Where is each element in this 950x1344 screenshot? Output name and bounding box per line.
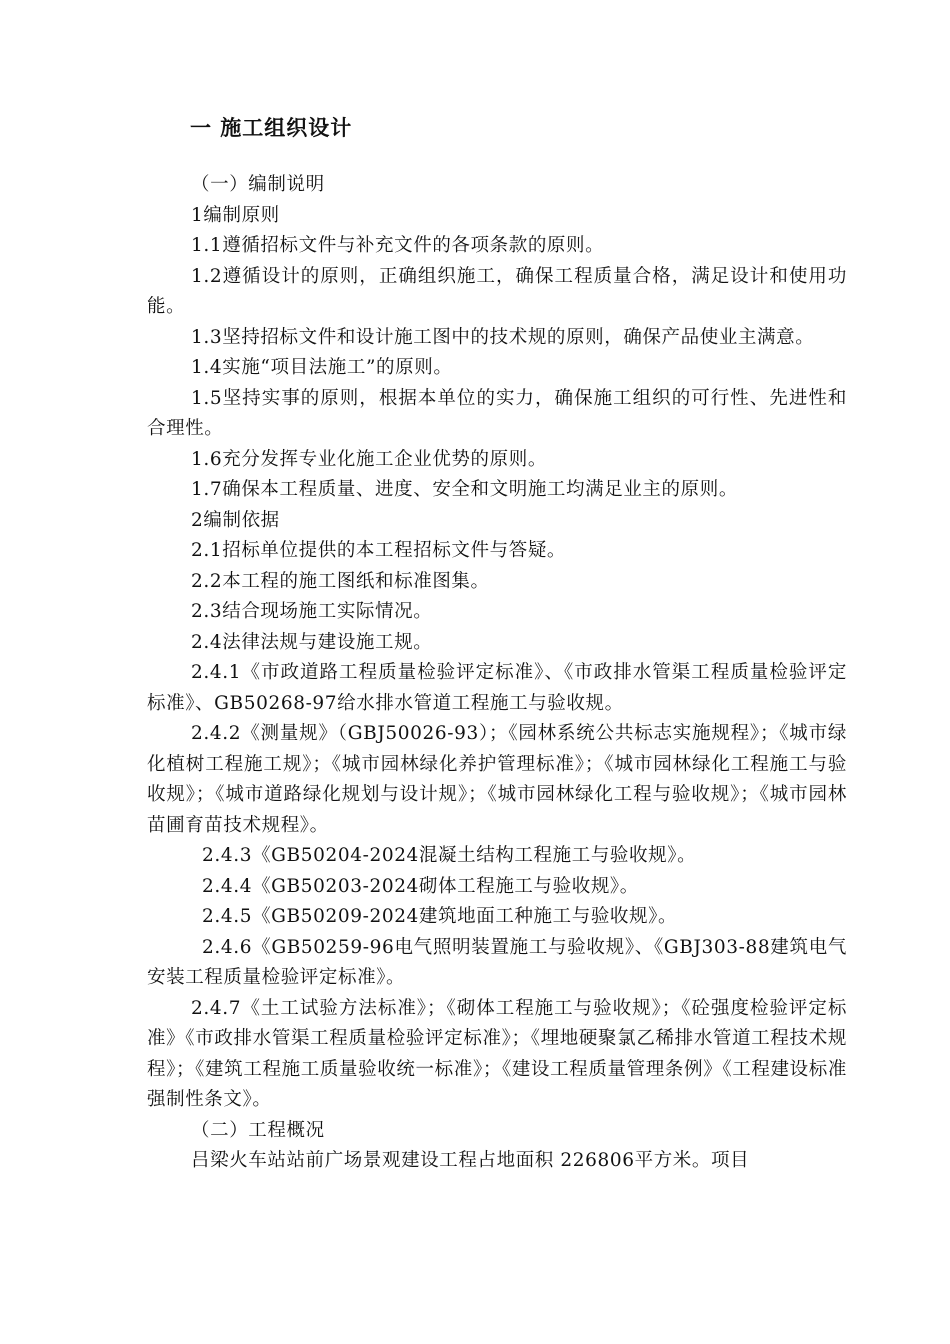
- subsection-title-compilation: （一）编制说明: [191, 174, 325, 195]
- paragraph: 2.4.5《GB50209-2024建筑地面工种施工与验收规》。: [202, 906, 678, 927]
- paragraph: 2.4法律法规与建设施工规。: [191, 631, 433, 653]
- paragraph: 1.4实施“项目法施工”的原则。: [191, 357, 453, 378]
- document-body: [147, 170, 847, 1177]
- paragraph: 2.2本工程的施工图纸和标准图集。: [191, 570, 490, 592]
- paragraph: 2.4.6《GB50259-96电气照明装置施工与验收规》、《GBJ303-88建筑电气安装工程质量检验评定标准》。: [147, 936, 847, 988]
- paragraph: 2.4.4《GB50203-2024砌体工程施工与验收规》。: [202, 875, 639, 897]
- paragraph: 2.4.3《GB50204-2024混凝土结构工程施工与验收规》。: [202, 845, 697, 866]
- paragraph: 吕梁火车站站前广场景观建设工程占地面积 226806平方米。项目: [191, 1150, 750, 1171]
- paragraph: 1.3坚持招标文件和设计施工图中的技术规的原则，确保产品使业主满意。: [191, 326, 815, 348]
- paragraph: 2.4.2《测量规》（GBJ50026-93）；《园林系统公共标志实施规程》；《城市绿化植树工程施工规》；《城市园林绿化养护管理标准》；《城市园林绿化工程施工与验收规》；《城市道路绿化规划与设计规》；《城市园林绿化工程与验收规》；《城市园林苗圃育苗技术规程》。: [147, 723, 847, 836]
- paragraph: 1.2遵循设计的原则，正确组织施工，确保工程质量合格，满足设计和使用功能。: [147, 265, 847, 317]
- subsection-title-overview: （二）工程概况: [191, 1119, 325, 1141]
- paragraph: 2.4.7《土工试验方法标准》；《砌体工程施工与验收规》；《砼强度检验评定标准》《市政排水管渠工程质量检验评定标准》；《埋地硬聚氯乙稀排水管道工程技术规程》；《建筑工程施工质量验收统一标准》；《建设工程质量管理条例》《工程建设标准强制性条文》。: [147, 997, 847, 1110]
- paragraph: 1.5坚持实事的原则，根据本单位的实力，确保施工组织的可行性、先进性和合理性。: [147, 387, 847, 439]
- section-heading: 一 施工组织设计: [190, 115, 353, 140]
- paragraph: 2.4.1《市政道路工程质量检验评定标准》、《市政排水管渠工程质量检验评定标准》、GB50268-97给水排水管道工程施工与验收规。: [147, 662, 847, 714]
- item-heading-principles: 1编制原则: [191, 204, 280, 226]
- paragraph: 2.3结合现场施工实际情况。: [191, 601, 433, 622]
- paragraph: 1.1遵循招标文件与补充文件的各项条款的原则。: [191, 235, 605, 256]
- paragraph: 1.6充分发挥专业化施工企业优势的原则。: [191, 448, 547, 470]
- paragraph: 2.1招标单位提供的本工程招标文件与答疑。: [191, 540, 567, 561]
- paragraph: 1.7确保本工程质量、进度、安全和文明施工均满足业主的原则。: [191, 479, 738, 500]
- item-heading-basis: 2编制依据: [191, 509, 280, 531]
